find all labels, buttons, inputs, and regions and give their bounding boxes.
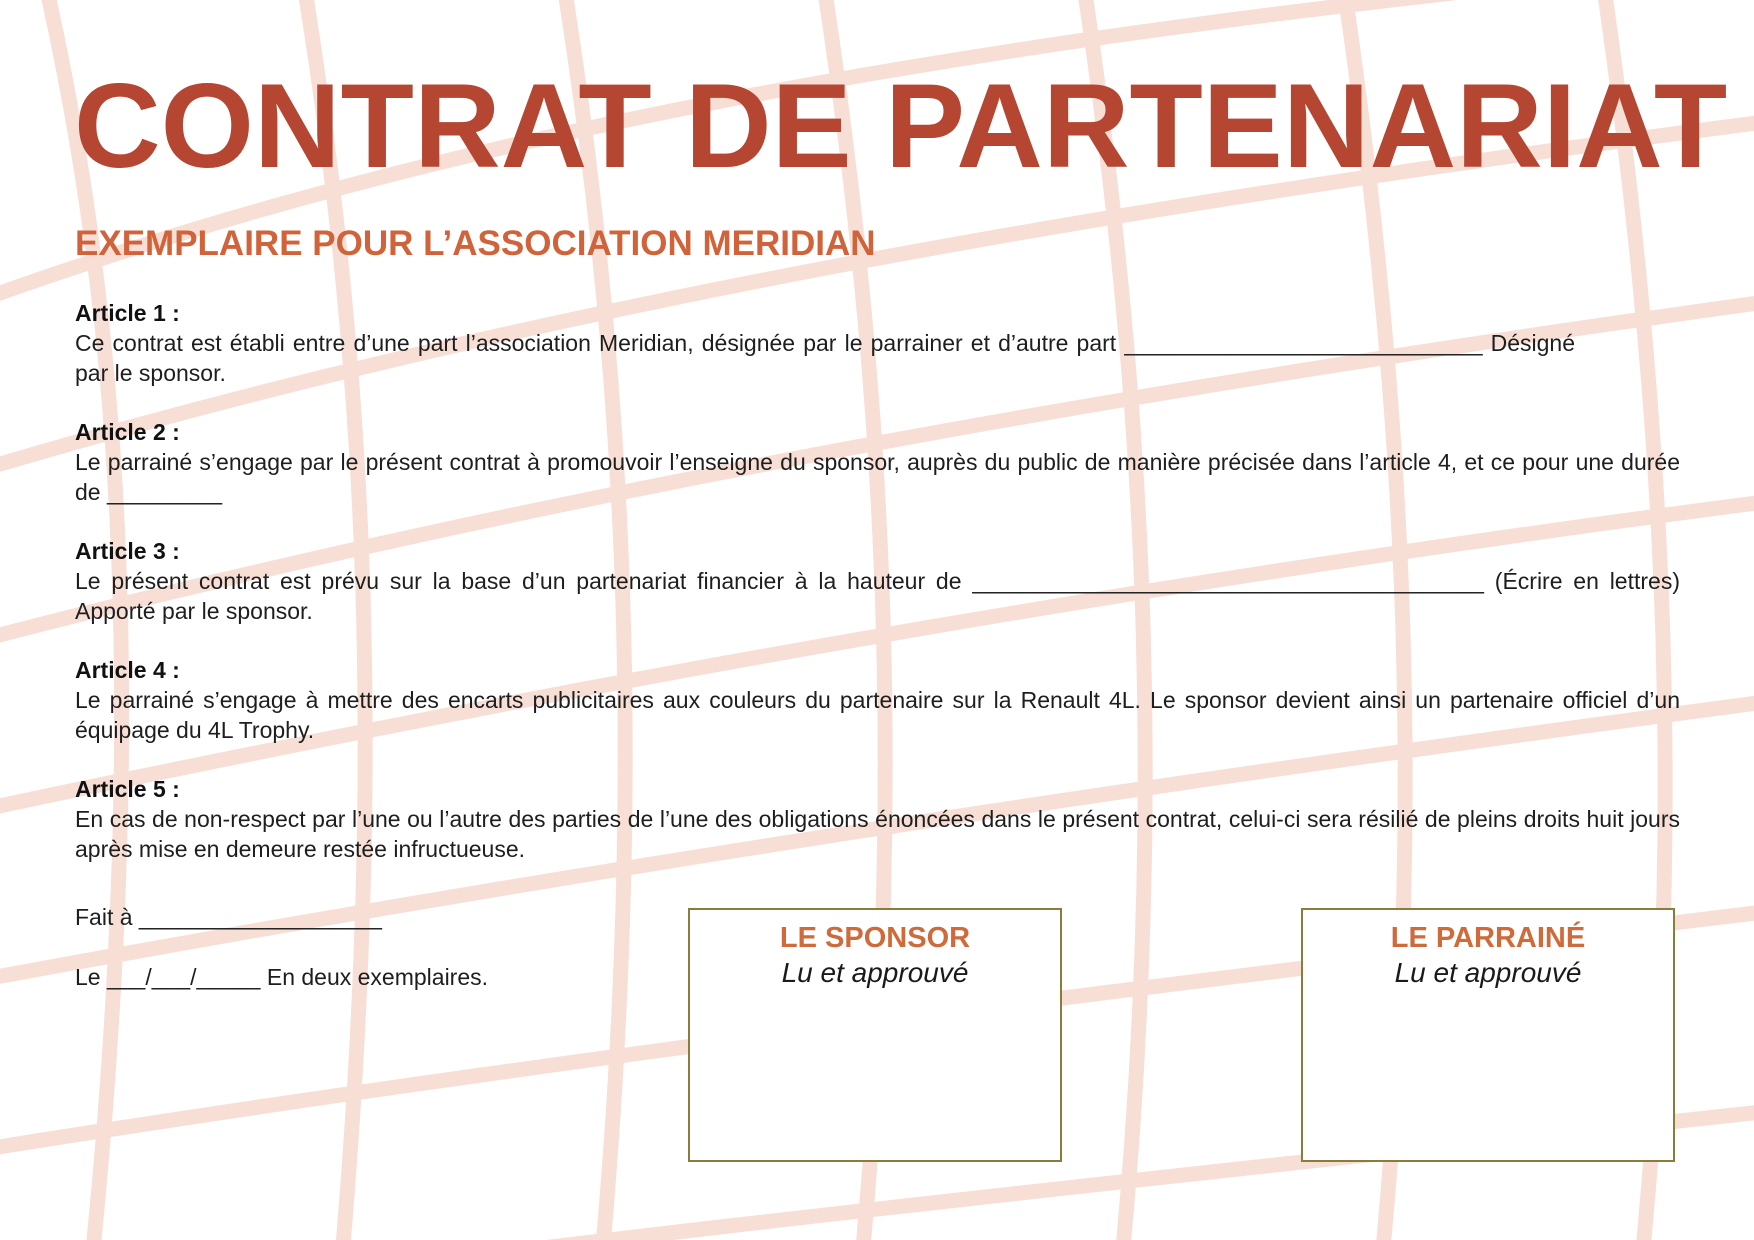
article-text: Le présent contrat est prévu sur la base d’un partenariat financier à la hauteur de ________________________________________ (Écrire en lettres) Apporté par le sponsor.	[75, 568, 1680, 624]
article-heading: Article 3 :	[75, 538, 180, 564]
page-subtitle: EXEMPLAIRE POUR L’ASSOCIATION MERIDIAN	[75, 224, 876, 263]
place-field: Fait à ___________________	[75, 904, 382, 930]
parraine-signature-note: Lu et approuvé	[1394, 957, 1582, 988]
article-2	[75, 417, 1680, 507]
article-5	[75, 774, 1680, 864]
articles-section	[75, 298, 1680, 893]
article-heading: Article 4 :	[75, 657, 180, 683]
article-4	[75, 655, 1680, 745]
article-heading: Article 1 :	[75, 300, 180, 326]
sponsor-signature-title: LE SPONSOR	[779, 922, 971, 954]
article-heading: Article 2 :	[75, 419, 180, 445]
article-text: En cas de non-respect par l’une ou l’autre des parties de l’une des obligations énoncées dans le présent contrat, celui-ci sera résilié de pleins droits huit jours après mise en demeure restée infructueuse.	[75, 806, 1680, 862]
article-1	[75, 298, 1680, 388]
parraine-signature-box	[1301, 908, 1675, 1162]
parraine-signature-title: LE PARRAINÉ	[1390, 922, 1586, 954]
article-text: Ce contrat est établi entre d’une part l’association Meridian, désignée par le parrainer et d’autre part ____________________________ Désigné par le sponsor.	[75, 330, 1575, 386]
page-title: CONTRAT DE PARTENARIAT	[74, 59, 1728, 193]
sponsor-signature-box	[688, 908, 1062, 1162]
date-field: Le ___/___/_____ En deux exemplaires.	[75, 964, 489, 990]
sponsor-signature-note: Lu et approuvé	[781, 957, 969, 988]
article-text: Le parrainé s’engage à mettre des encarts publicitaires aux couleurs du partenaire sur la Renault 4L. Le sponsor devient ainsi un partenaire officiel d’un équipage du 4L Trophy.	[75, 687, 1680, 743]
article-text: Le parrainé s’engage par le présent contrat à promouvoir l’enseigne du sponsor, auprès du public de manière précisée dans l’article 4, et ce pour une durée de _________	[75, 449, 1680, 505]
article-heading: Article 5 :	[75, 776, 180, 802]
article-3	[75, 536, 1680, 626]
